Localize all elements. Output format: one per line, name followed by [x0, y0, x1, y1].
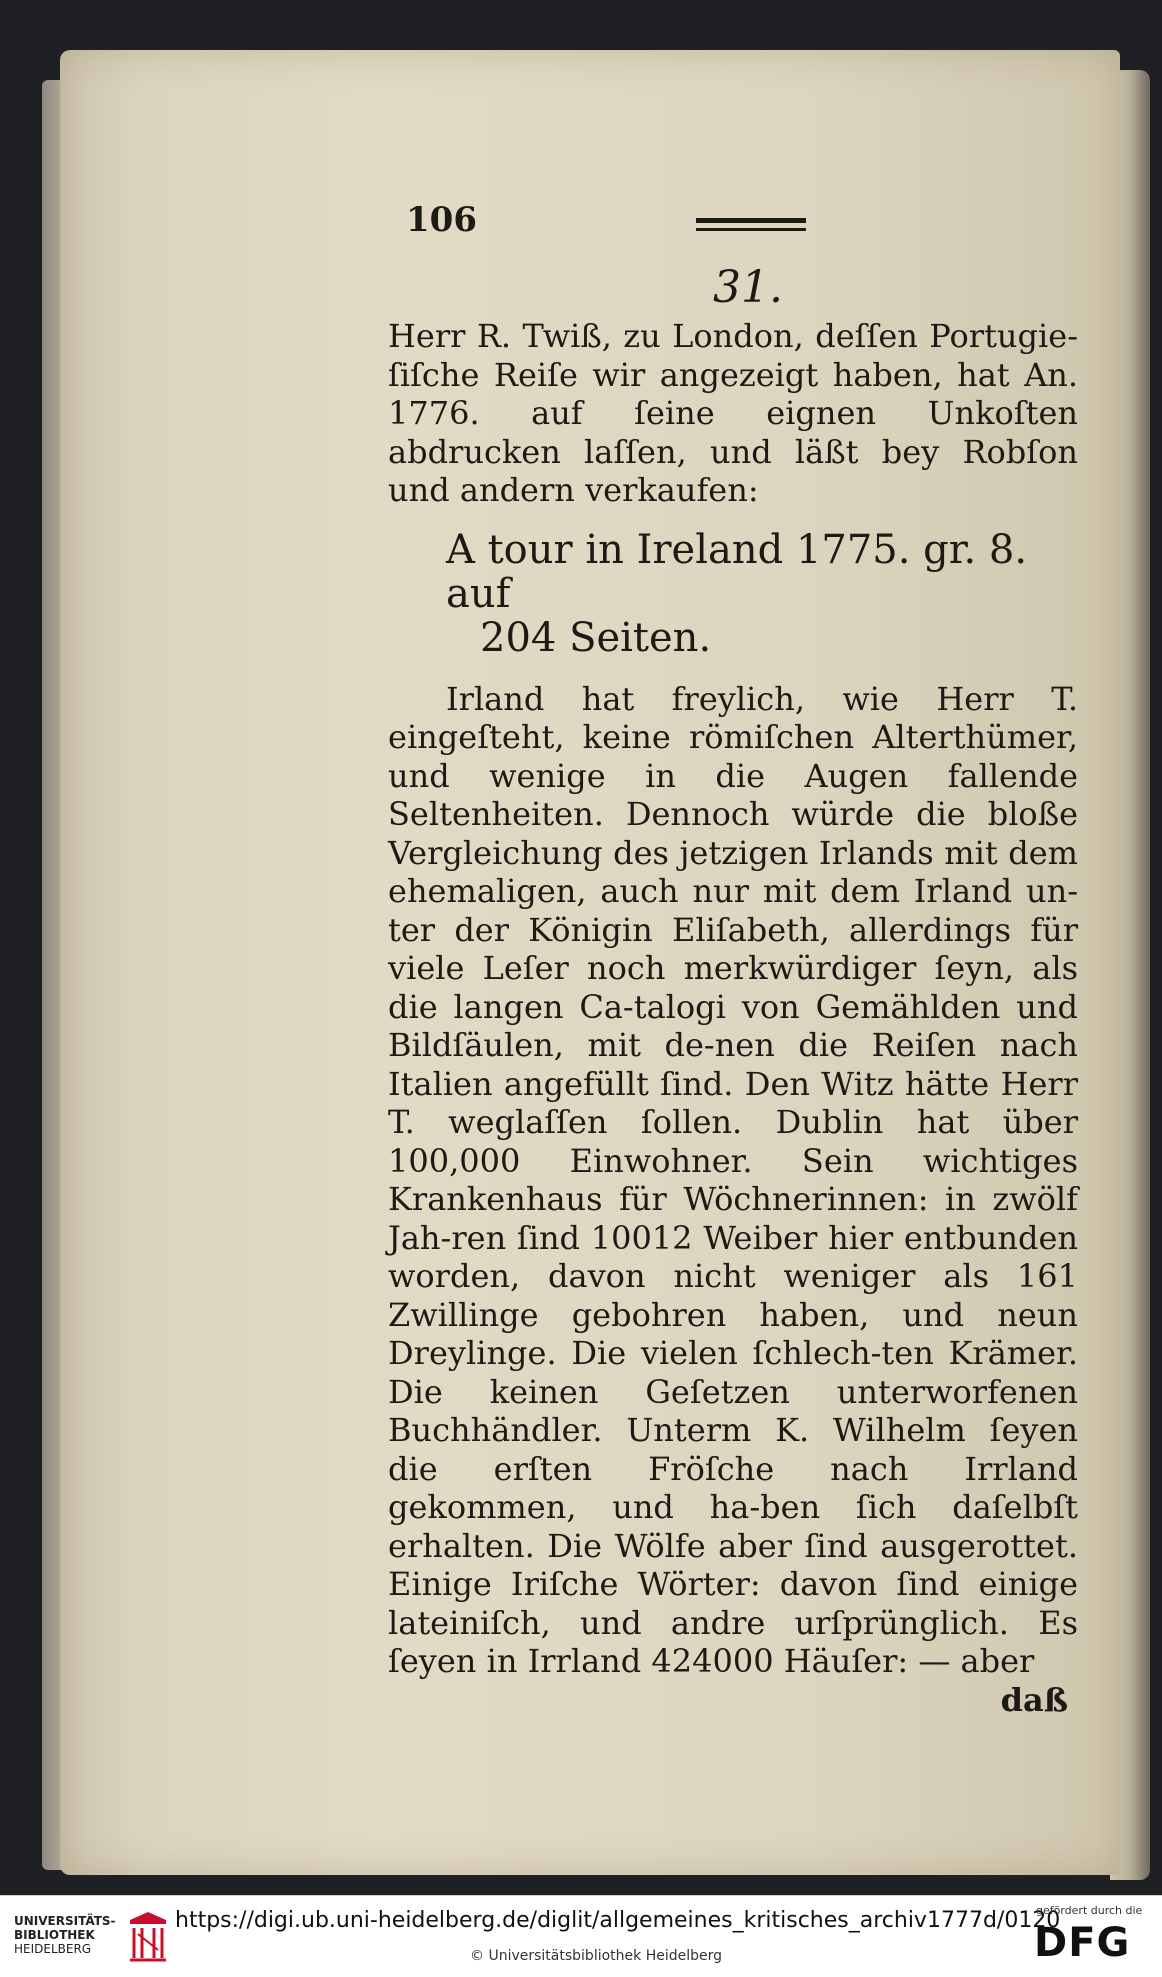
dfg-logo: DFG — [1034, 1920, 1131, 1966]
library-name-line-2: BIBLIOTHEK — [14, 1928, 95, 1942]
page-number: 106 — [406, 200, 477, 240]
library-logo[interactable] — [14, 1910, 174, 1964]
book-title — [446, 528, 1078, 660]
ornamental-rule-second — [696, 228, 806, 231]
library-name — [14, 1914, 116, 1956]
copyright-notice: © Universitätsbibliothek Heidelberg — [470, 1948, 723, 1964]
library-emblem-icon — [126, 1910, 170, 1964]
section-number: 31. — [713, 262, 783, 313]
viewer-footer — [0, 1895, 1162, 1977]
running-head — [388, 200, 1078, 260]
book-title-line-2: 204 Seiten. — [480, 614, 712, 661]
body-paragraph: Irland hat freylich, wie Herr T. eingeſteht, keine römiſchen Alterthümer, und wenige in die Augen fallende Seltenheiten. Dennoch würde die bloße Vergleichung des jetzigen Irlands mit dem ehemaligen, auch nur mit dem Irland un-ter der Königin Eliſabeth, allerdings für viele Leſer noch merkwürdiger ſeyn, als die langen Ca-talogi von Gemählden und Bildſäulen, mit de-nen die Reiſen nach Italien angefüllt ſind. Den Witz hätte Herr T. weglaſſen ſollen. Dublin hat über 100,000 Einwohner. Sein wichtiges Krankenhaus für Wöchnerinnen: in zwölf Jah-ren ſind 10012 Weiber hier entbunden worden, davon nicht weniger als 161 Zwillinge gebohren haben, und neun Dreylinge. Die vielen ſchlech-ten Krämer. Die keinen Geſetzen unterworfenen Buchhändler. Unterm K. Wilhelm ſeyen die erſten Fröſche nach Irrland gekommen, und ha-ben ſich daſelbſt erhalten. Die Wölfe aber ſind ausgerottet. Einige Iriſche Wörter: davon ſind einige lateiniſch, und andre urſprünglich. Es ſeyen in Irrland 424000 Häuſer: — aber — [388, 679, 1078, 1680]
book-title-line-1: A tour in Ireland 1775. gr. 8. auf — [446, 526, 1028, 617]
library-name-line-3: HEIDELBERG — [14, 1942, 92, 1956]
page-text — [388, 200, 1078, 1719]
funder-logo[interactable] — [1030, 1904, 1155, 1970]
intro-paragraph: Herr R. Twiß, zu London, deſſen Portugie-ſiſche Reiſe wir angezeigt haben, hat An. 1776. auf ſeine eignen Unkoſten abdrucken laſſen, und läßt bey Robſon und andern verkaufen: — [388, 317, 1078, 509]
ornamental-rule — [696, 218, 806, 223]
library-name-line-1: UNIVERSITÄTS- — [14, 1914, 116, 1928]
funding-caption: gefördert durch die — [1036, 1904, 1143, 1917]
permalink-url[interactable]: https://digi.ub.uni-heidelberg.de/diglit/allgemeines_kritisches_archiv1777d/0120 — [175, 1908, 1061, 1933]
catchword: daß — [1000, 1680, 1068, 1719]
